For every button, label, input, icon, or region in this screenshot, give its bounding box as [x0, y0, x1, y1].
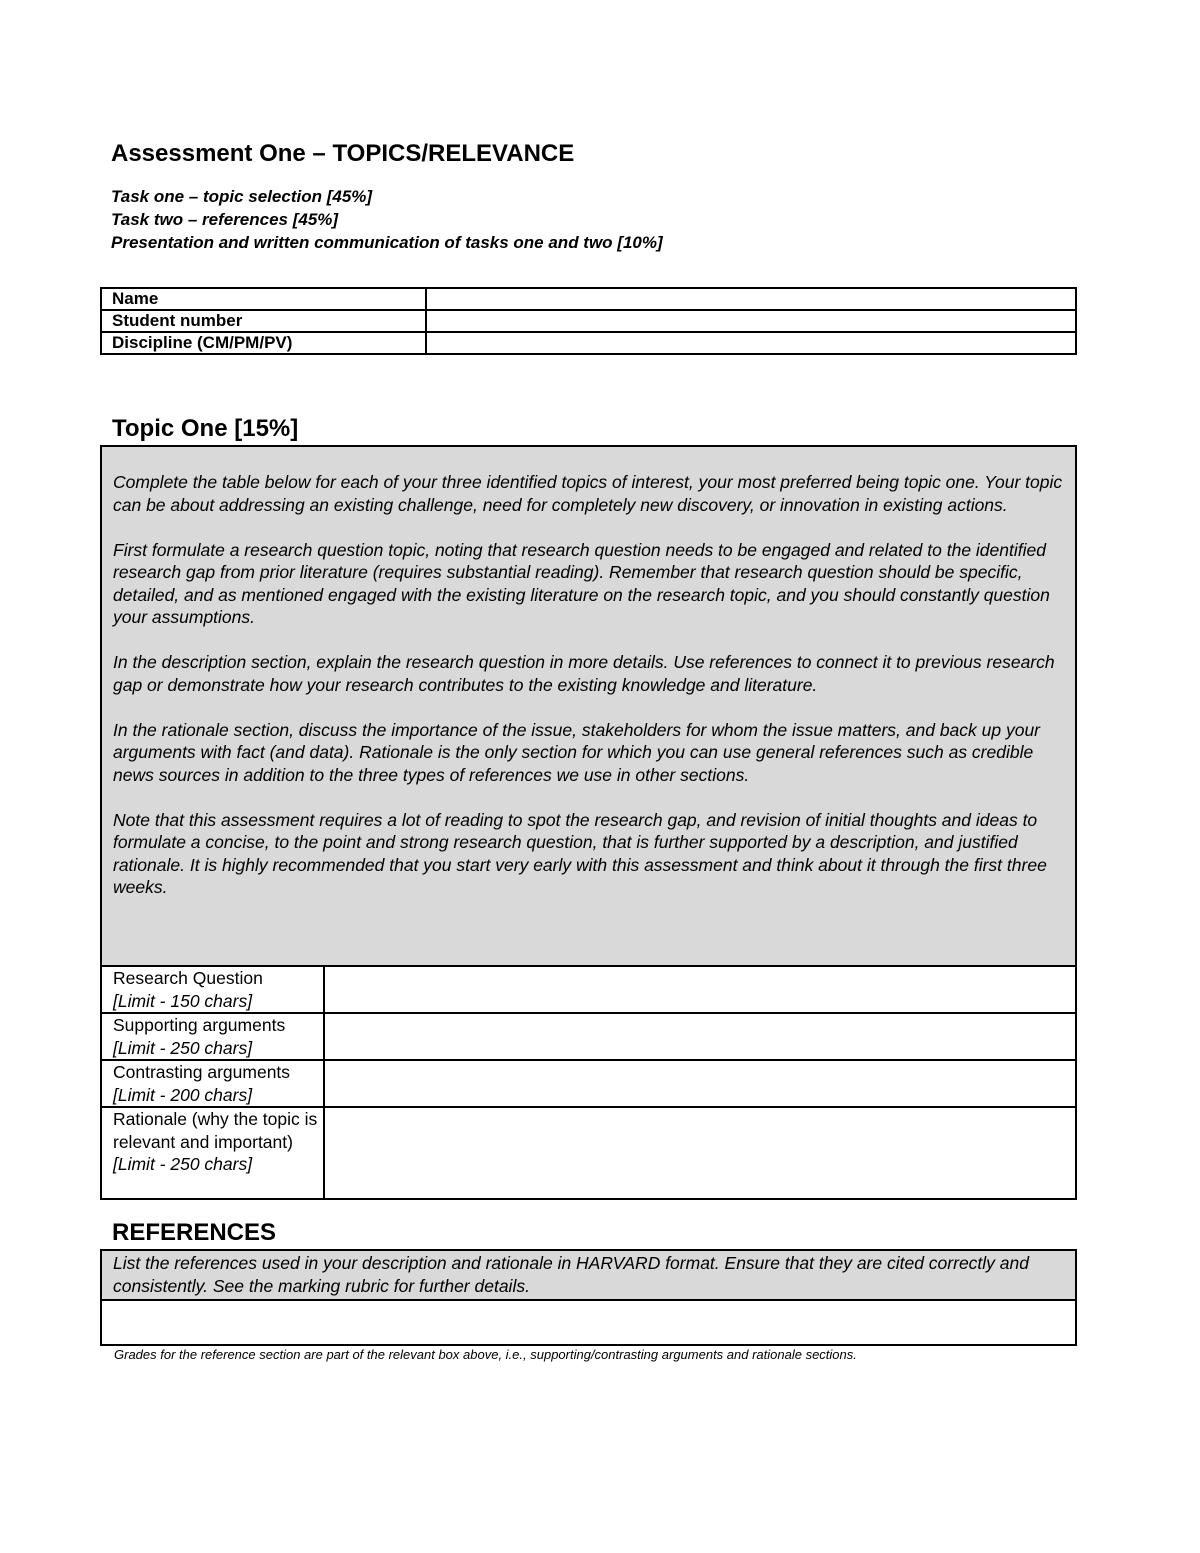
references-field[interactable] [102, 1301, 1075, 1344]
char-limit: [Limit - 150 chars] [113, 990, 253, 1011]
char-limit: [Limit - 250 chars] [113, 1037, 253, 1058]
row-label-text: Contrasting arguments [113, 1062, 291, 1082]
references-instructions: List the references used in your description and rationale in HARVARD format. Ensure that they are cited correctly and consistently. See the marking rubric for further details. [102, 1251, 1075, 1301]
rationale-row [102, 1108, 1075, 1198]
research-question-field[interactable] [325, 967, 1075, 1012]
instruction-paragraph: In the description section, explain the research question in more details. Use references to connect it to previous research gap or demonstrate how your research contributes to the existing knowledge and literature. [113, 652, 1055, 695]
student-info-table [100, 287, 1077, 355]
char-limit: [Limit - 250 chars] [113, 1154, 253, 1174]
references-table [100, 1249, 1077, 1346]
char-limit: [Limit - 200 chars] [113, 1084, 253, 1105]
student-number-label: Student number [101, 310, 426, 332]
instruction-paragraph: Complete the table below for each of your three identified topics of interest, your most preferred being topic one. Your topic can be about addressing an existing challenge, need for completely new discovery, or innovation in existing actions. [113, 472, 1063, 515]
supporting-arguments-label [102, 1014, 325, 1059]
task-one-weight: Task one – topic selection [45%] [111, 187, 373, 206]
instruction-paragraph: Note that this assessment requires a lot of reading to spot the research gap, and revision of initial thoughts and ideas to formulate a concise, to the point and strong research question, that is further supported by a description, and justified rationale. It is highly recommended that you start very early with this assessment and think about it through the first three weeks. [113, 809, 1047, 897]
name-field[interactable] [426, 288, 1076, 310]
row-label-text: Supporting arguments [113, 1015, 286, 1035]
discipline-field[interactable] [426, 332, 1076, 354]
topic-instructions [102, 447, 1075, 967]
topic-one-heading: Topic One [15%] [112, 415, 299, 442]
supporting-arguments-field[interactable] [325, 1014, 1075, 1059]
contrasting-arguments-label [102, 1061, 325, 1106]
task-two-weight: Task two – references [45%] [111, 210, 339, 229]
discipline-label: Discipline (CM/PM/PV) [101, 332, 426, 354]
row-label-text: Research Question [113, 968, 263, 988]
name-label: Name [101, 288, 426, 310]
supporting-arguments-row [102, 1014, 1075, 1061]
rationale-label [102, 1108, 325, 1198]
contrasting-arguments-field[interactable] [325, 1061, 1075, 1106]
student-info-row-discipline [101, 332, 1076, 354]
instruction-paragraph: In the rationale section, discuss the importance of the issue, stakeholders for whom the issue matters, and back up your arguments with fact (and data). Rationale is the only section for which you can use general references such as credible news sources in addition to the three types of references we use in other sections. [113, 719, 1041, 785]
page-title: Assessment One – TOPICS/RELEVANCE [111, 140, 575, 167]
student-number-field[interactable] [426, 310, 1076, 332]
references-footnote: Grades for the reference section are part of the relevant box above, i.e., supporting/contrasting arguments and rationale sections. [114, 1347, 857, 1362]
rationale-field[interactable] [325, 1108, 1075, 1198]
row-label-text: Rationale (why the topic is relevant and important) [113, 1109, 318, 1152]
references-heading: REFERENCES [112, 1219, 277, 1246]
instruction-paragraph: First formulate a research question topic, noting that research question needs to be engaged and related to the identified research gap from prior literature (requires substantial reading). Remember that research question should be specific, detailed, and as mentioned engaged with the existing literature on the research topic, and you should constantly question your assumptions. [113, 539, 1050, 627]
research-question-label [102, 967, 325, 1012]
student-info-row-name [101, 288, 1076, 310]
student-info-row-student-number [101, 310, 1076, 332]
presentation-weight: Presentation and written communication of tasks one and two [10%] [111, 233, 663, 252]
research-question-row [102, 967, 1075, 1014]
contrasting-arguments-row [102, 1061, 1075, 1108]
topic-one-table [100, 445, 1077, 1200]
